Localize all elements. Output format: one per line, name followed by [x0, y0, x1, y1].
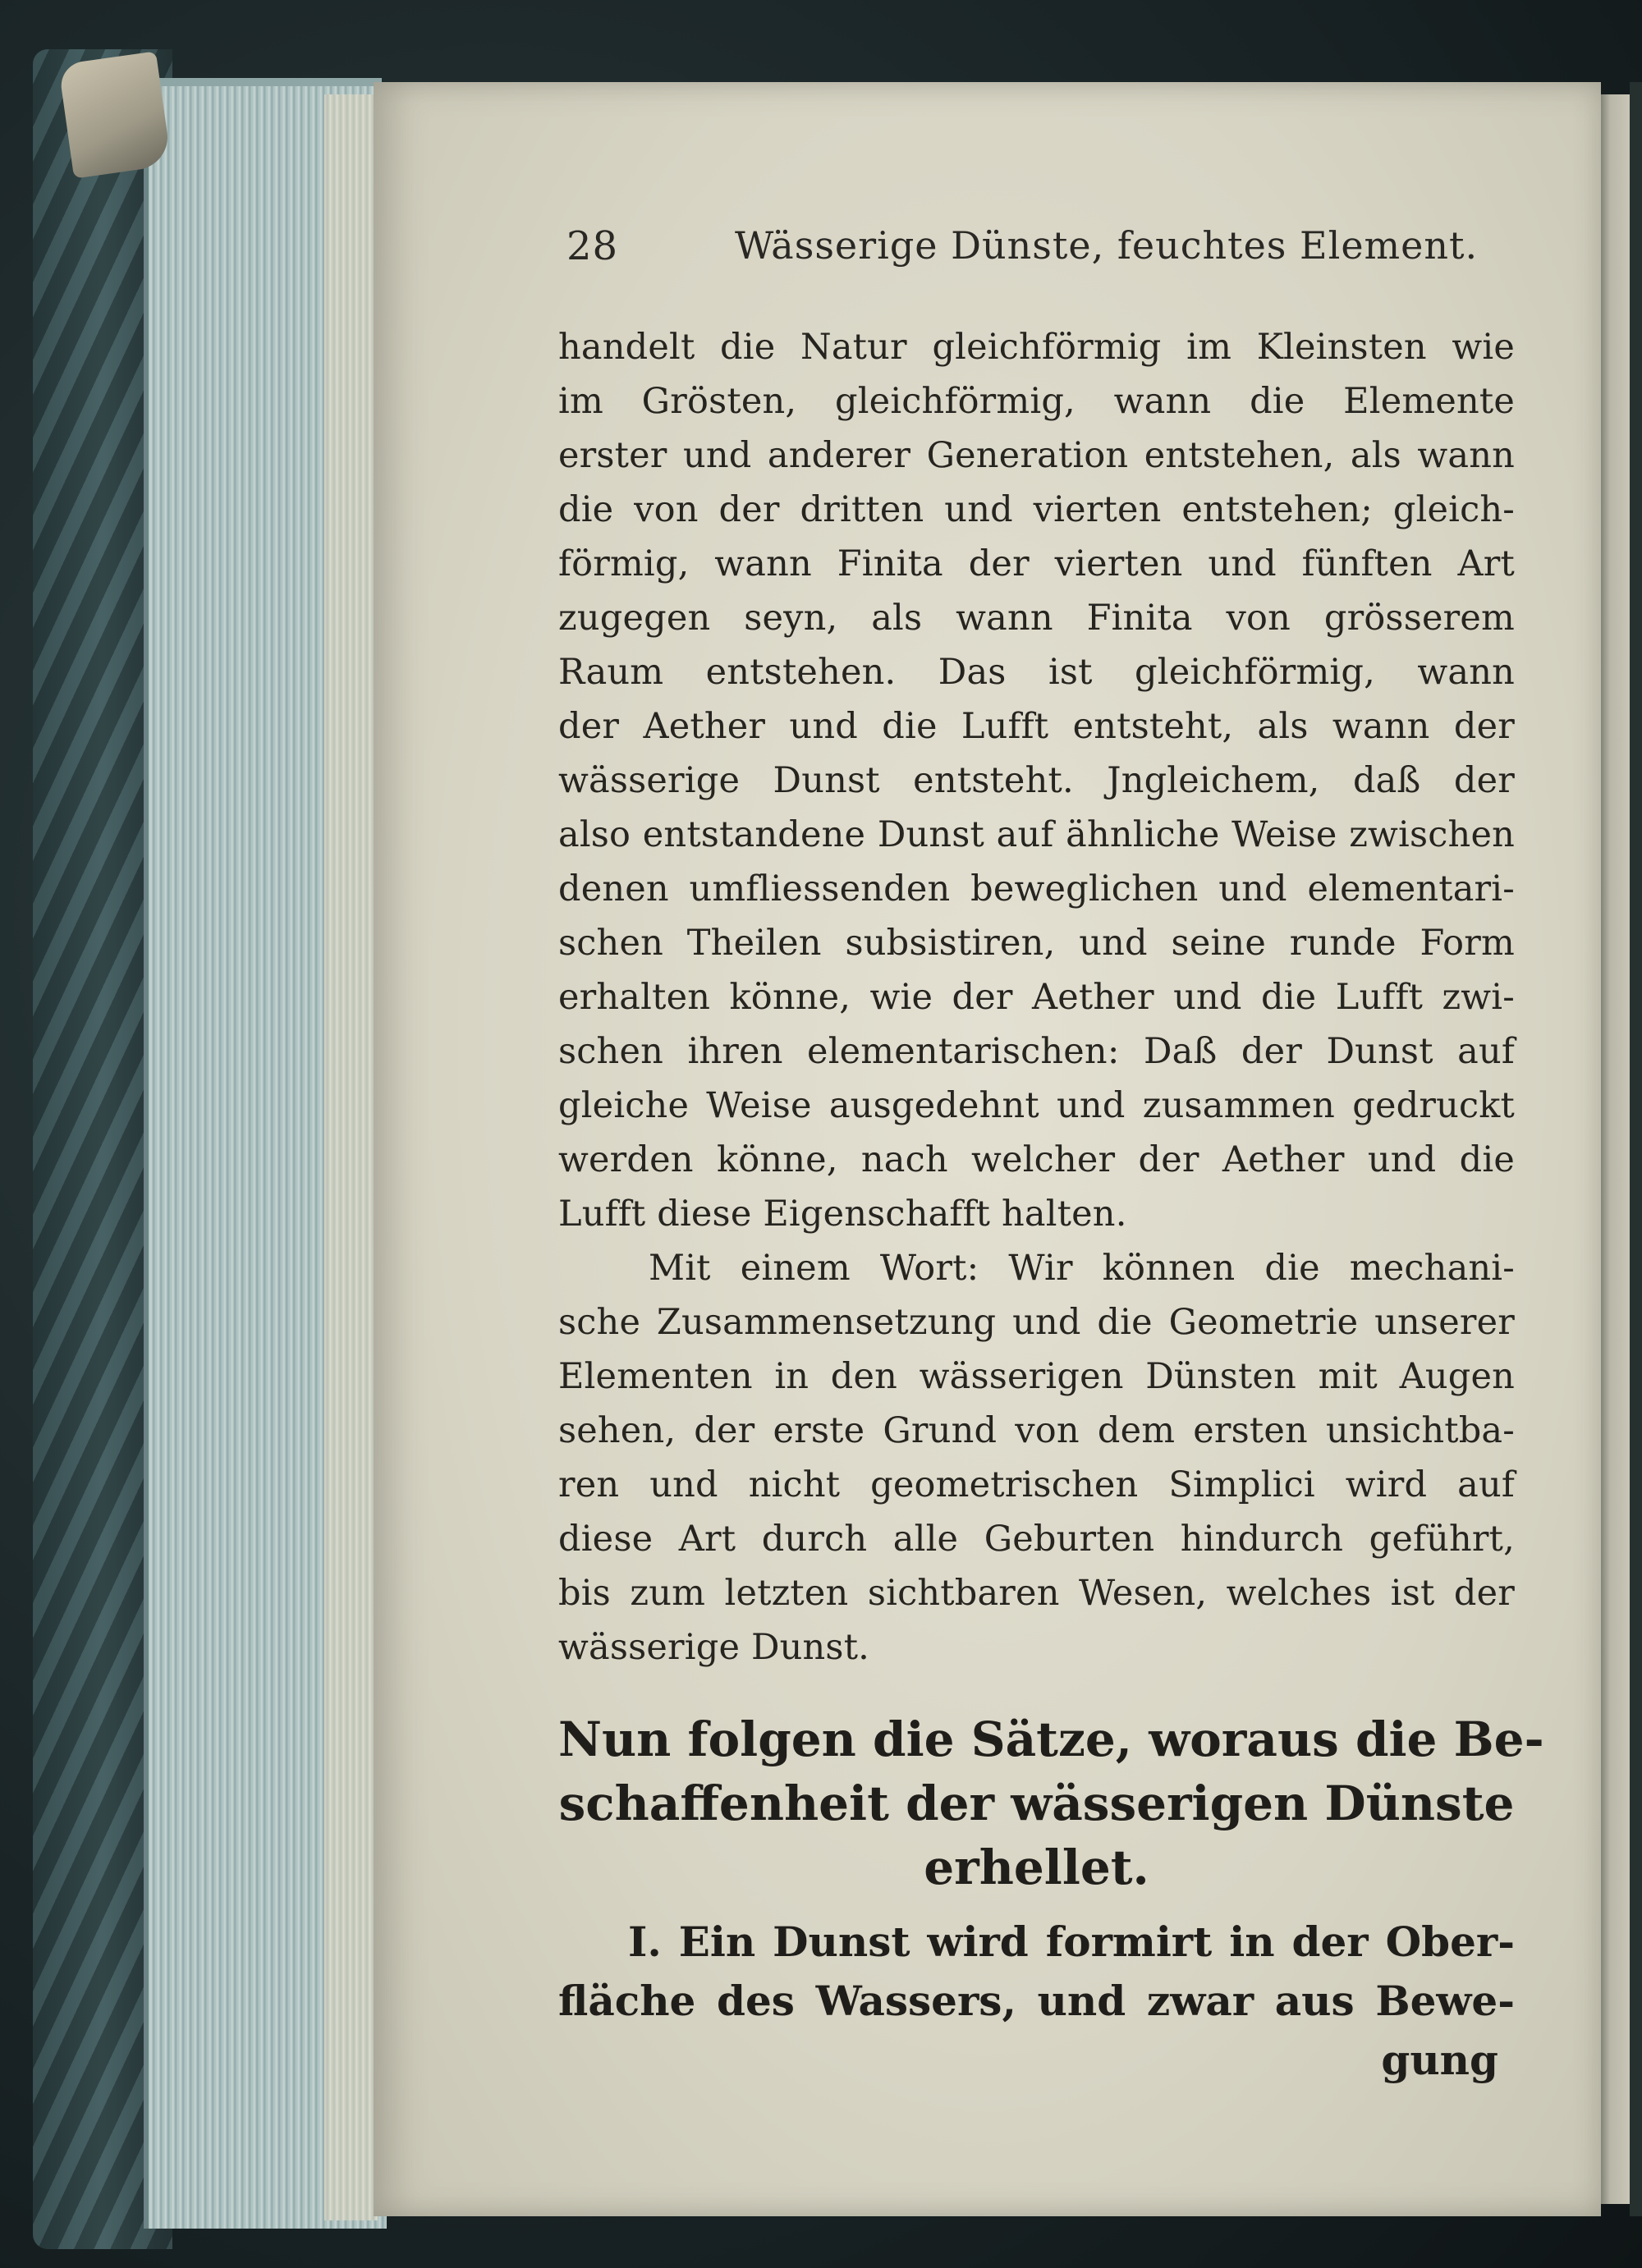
proposition-line: I. Ein Dunst wird formirt in der Ober-	[628, 1917, 1515, 1966]
section-heading	[558, 1707, 1544, 1899]
heading-line: Nun folgen die Sätze, woraus die Be-	[558, 1711, 1544, 1767]
text-line: förmig, wann Finita der vierten und fünften Art	[558, 543, 1515, 584]
torn-spine-corner	[58, 51, 172, 178]
catchword: gung	[1381, 2036, 1498, 2084]
text-line: werden könne, nach welcher der Aether und die	[558, 1139, 1515, 1180]
text-line: Mit einem Wort: Wir können die mechani-	[649, 1248, 1515, 1289]
text-line: der Aether und die Lufft entsteht, als wann der	[558, 706, 1515, 747]
page-number: 28	[566, 223, 619, 269]
text-line: die von der dritten und vierten entstehen; gleich-	[558, 489, 1515, 530]
running-header-title: Wässerige Dünste, feuchtes Element.	[735, 223, 1479, 268]
text-line: wässerige Dunst.	[558, 1627, 870, 1668]
text-line: bis zum letzten sichtbaren Wesen, welches ist der	[558, 1573, 1515, 1614]
text-line: handelt die Natur gleichförmig im Kleinsten wie	[558, 327, 1515, 368]
text-line: erster und anderer Generation entstehen, als wann	[558, 435, 1515, 476]
right-cover-edge	[1630, 82, 1642, 2216]
text-line: diese Art durch alle Geburten hindurch geführt,	[558, 1519, 1515, 1560]
text-line: sche Zusammensetzung und die Geometrie unserer	[558, 1302, 1515, 1343]
text-line: Raum entstehen. Das ist gleichförmig, wann	[558, 652, 1515, 693]
text-line: gleiche Weise ausgedehnt und zusammen gedruckt	[558, 1085, 1515, 1126]
text-line: sehen, der erste Grund von dem ersten unsichtba-	[558, 1410, 1515, 1451]
body-text	[558, 320, 1515, 1675]
text-line: also entstandene Dunst auf ähnliche Weise zwischen	[558, 814, 1515, 855]
numbered-proposition	[558, 1913, 1515, 2090]
running-head	[566, 223, 1552, 281]
text-line: Elementen in den wässerigen Dünsten mit Augen	[558, 1356, 1515, 1397]
text-line: Lufft diese Eigenschafft halten.	[558, 1194, 1127, 1235]
text-line: denen umfliessenden beweglichen und elementari-	[558, 868, 1515, 909]
text-line: im Grösten, gleichförmig, wann die Elemente	[558, 381, 1515, 422]
proposition-line: fläche des Wassers, und zwar aus Bewe-	[558, 1977, 1515, 2025]
heading-line: erhellet.	[924, 1840, 1149, 1895]
text-line: ren und nicht geometrischen Simplici wird auf	[558, 1464, 1515, 1505]
text-line: zugegen seyn, als wann Finita von grösserem	[558, 598, 1515, 639]
inner-page-edges	[324, 94, 378, 2220]
text-line: wässerige Dunst entsteht. Jngleichem, daß der	[558, 760, 1515, 801]
text-line: schen ihren elementarischen: Daß der Dunst auf	[558, 1031, 1515, 1072]
text-line: schen Theilen subsistiren, und seine runde Form	[558, 923, 1515, 964]
heading-line: schaffenheit der wässerigen Dünste	[558, 1775, 1515, 1831]
text-line: erhalten könne, wie der Aether und die Lufft zwi-	[558, 977, 1515, 1018]
